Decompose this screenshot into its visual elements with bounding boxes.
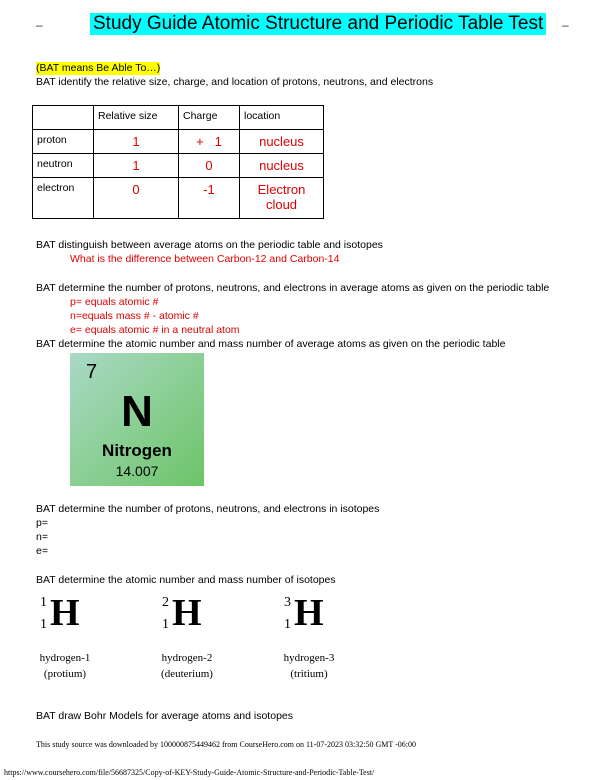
charge: + 1 (179, 130, 240, 154)
isotope-notation (36, 592, 106, 635)
element-symbol: H (50, 592, 80, 634)
isotope-name: hydrogen-3 (283, 652, 335, 664)
objective-2-answer: What is the difference between Carbon-12 and Carbon-14 (70, 253, 340, 265)
objective-5: BAT determine the number of protons, neutrons, and electrons in isotopes (36, 503, 380, 515)
header-right-dash: – (562, 18, 569, 32)
isotope-name: hydrogen-2 (161, 652, 213, 664)
atomic-number: 1 (40, 617, 47, 632)
particle-name: proton (33, 130, 94, 154)
charge: -1 (179, 178, 240, 219)
table-header-cell: location (240, 106, 324, 130)
objective-5-line: p= (36, 517, 48, 529)
objective-3-line: e= equals atomic # in a neutral atom (70, 324, 240, 336)
relative-size: 1 (94, 130, 179, 154)
header-left-dash: – (36, 18, 43, 32)
atomic-number: 1 (284, 617, 291, 632)
isotope-label (20, 650, 110, 682)
element-name: Nitrogen (102, 441, 172, 460)
particle-name: electron (33, 178, 94, 219)
footer-url[interactable]: https://www.coursehero.com/file/56687325/Copy-of-KEY-Study-Guide-Atomic-Structure-and-Periodic-Table-Test/ (4, 768, 375, 777)
objective-6: BAT determine the atomic number and mass number of isotopes (36, 574, 336, 586)
objective-3-line: p= equals atomic # (70, 296, 159, 308)
table-header-row (33, 106, 324, 130)
footer-source: This study source was downloaded by 100000875449462 from CourseHero.com on 11-07-2023 03:32:50 GMT -06:00 (36, 740, 416, 749)
bat-note: (BAT means Be Able To…) (36, 62, 161, 74)
objective-3-line: n=equals mass # - atomic # (70, 310, 199, 322)
atomic-number: 7 (86, 361, 98, 383)
isotope-label (264, 650, 354, 682)
objective-3: BAT determine the number of protons, neutrons, and electrons in average atoms as given on the periodic table (36, 282, 550, 294)
isotope-common-name: (deuterium) (161, 668, 213, 680)
element-symbol: H (172, 592, 202, 634)
table-header-cell: Relative size (94, 106, 179, 130)
relative-size: 0 (94, 178, 179, 219)
nitrogen-element-tile (70, 353, 204, 486)
objective-5-line: n= (36, 531, 48, 543)
objective-2: BAT distinguish between average atoms on the periodic table and isotopes (36, 239, 383, 251)
particle-table (32, 105, 324, 219)
table-header-cell (33, 106, 94, 130)
charge: 0 (179, 154, 240, 178)
isotope-name: hydrogen-1 (39, 652, 91, 664)
location: nucleus (240, 130, 324, 154)
mass-number: 2 (162, 595, 169, 610)
objective-7: BAT draw Bohr Models for average atoms and isotopes (36, 710, 293, 722)
element-symbol: H (294, 592, 324, 634)
table-row (33, 154, 324, 178)
table-row (33, 130, 324, 154)
mass-number: 3 (284, 595, 291, 610)
table-header-cell: Charge (179, 106, 240, 130)
isotope-notation (280, 592, 350, 635)
location: nucleus (240, 154, 324, 178)
isotope-notation (158, 592, 228, 635)
isotope-common-name: (tritium) (290, 668, 328, 680)
objective-5-line: e= (36, 545, 48, 557)
isotope-label (142, 650, 232, 682)
page-title: Study Guide Atomic Structure and Periodic Table Test (90, 13, 546, 35)
location: Electron cloud (240, 178, 324, 219)
objective-1: BAT identify the relative size, charge, and location of protons, neutrons, and electrons (36, 76, 434, 88)
atomic-number: 1 (162, 617, 169, 632)
isotope-common-name: (protium) (43, 668, 87, 680)
table-row (33, 178, 324, 219)
relative-size: 1 (94, 154, 179, 178)
objective-4: BAT determine the atomic number and mass number of average atoms as given on the periodic table (36, 338, 506, 350)
mass-number: 1 (40, 595, 47, 610)
particle-name: neutron (33, 154, 94, 178)
element-symbol: N (121, 387, 153, 436)
atomic-mass: 14.007 (115, 463, 159, 479)
